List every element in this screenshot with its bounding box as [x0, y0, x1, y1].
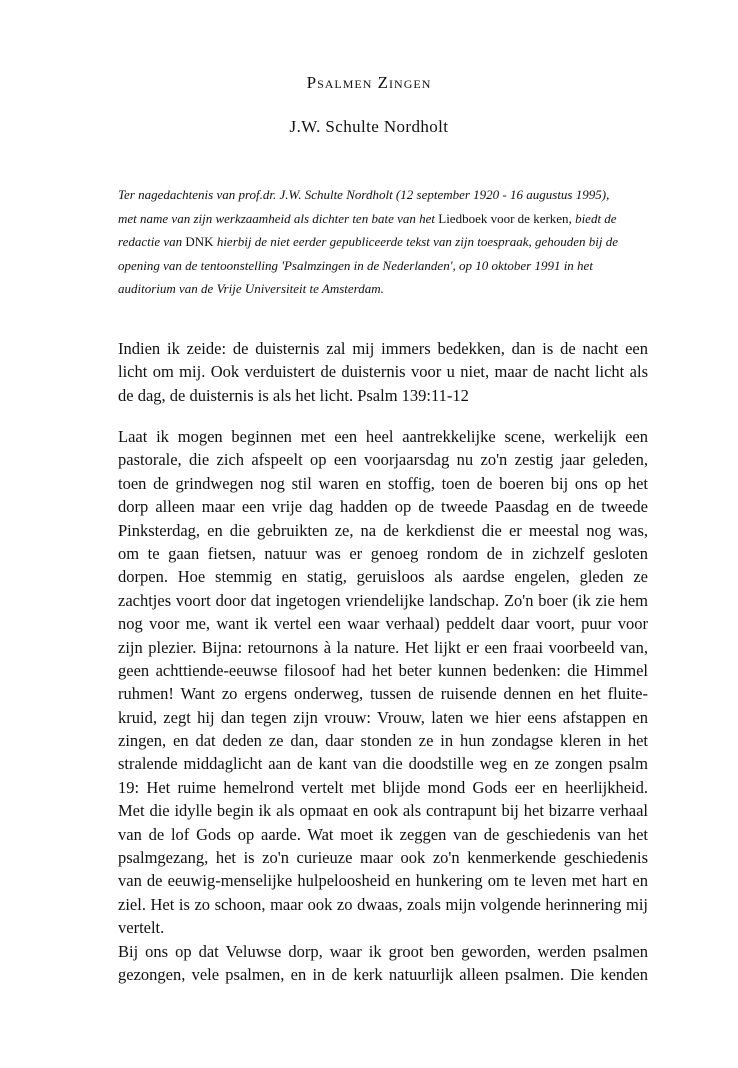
- text-line: van de eeuwig-menselijke hulpeloosheid en hunkering om te leven met hart en: [118, 871, 648, 891]
- text-line: psalmgezang, het is zo'n curieuze maar ook zo'n kenmerkende geschiedenis: [118, 848, 648, 868]
- text-line: zingen, en dat deden ze dan, daar stonden ze in hun zondagse kleren in het: [118, 731, 648, 751]
- journal-abbrev: DNK: [185, 234, 214, 249]
- text-line: om te gaan fietsen, natuur was er genoeg rondom de in zichzelf gesloten: [118, 543, 648, 563]
- text-line: dorp alleen maar een vrije dag hadden op de tweede Paasdag en de tweede: [118, 497, 648, 517]
- text-line: vertelt.: [118, 918, 165, 938]
- text-line: Pinksterdag, en die gebruikten ze, na de kerkdienst die er meestal nog was,: [118, 520, 648, 540]
- author-name: J.W. Schulte Nordholt: [289, 117, 449, 136]
- text-line: Laat ik mogen beginnen met een heel aantrekkelijke scene, werkelijk een: [118, 427, 648, 446]
- text-line: ziel. Het is zo schoon, maar ook zo dwaas, zoals mijn volgende herinnering mij: [118, 894, 648, 914]
- text-line: 19: Het ruime hemelrond vertelt met blijde mond Gods eer en heerlijkheid.: [118, 777, 648, 797]
- text-line: Met die idylle begin ik als opmaat en ook als contrapunt bij het bizarre verhaal: [118, 801, 648, 821]
- book-title: Liedboek voor de kerken: [438, 210, 569, 226]
- dedication-note: [118, 183, 648, 301]
- text-line: toen de grindwegen nog stil waren en stoffig, toen de boeren bij ons op het: [118, 473, 648, 493]
- text-line: geen achttiende-eeuwse filosoof had het beter kunnen bedenken: die Himmel: [118, 660, 648, 680]
- text-line: van de lof Gods op aarde. Wat moet ik zeggen van de geschiedenis van het: [118, 824, 648, 844]
- text-line: gezongen, vele psalmen, en in de kerk natuurlijk alleen psalmen. Die kenden: [118, 964, 648, 984]
- text-line: stralende middaglicht aan de kant van die doodstille weg en ze zongen psalm: [118, 754, 648, 774]
- quote-line: Indien ik zeide: de duisternis zal mij immers bedekken, dan is de nacht een: [118, 339, 648, 358]
- epigraph-quote: [118, 337, 648, 407]
- dedication-line: met name van zijn werkzaamheid als dichter ten bate van het Liedboek voor de kerken, biedt de: [118, 210, 617, 226]
- text-line: nog voor me, want ik vertel een waar verhaal) peddelt daar voort, puur voor: [118, 614, 648, 634]
- text-line: kruid, zegt hij dan tegen zijn vrouw: Vrouw, laten we hier eens afstappen en: [118, 707, 648, 727]
- text-line: zijn plezier. Bijna: retournons à la nature. Het lijkt er een fraai voorbeeld van,: [118, 637, 648, 657]
- text-line: pastorale, die zich afspeelt op een voorjaarsdag nu zo'n zestig jaar geleden,: [118, 450, 648, 470]
- dedication-line: opening van de tentoonstelling 'Psalmzingen in de Nederlanden', op 10 oktober 1991 in het: [118, 257, 593, 273]
- text-line: Bij ons op dat Veluwse dorp, waar ik groot ben geworden, werden psalmen: [118, 941, 648, 961]
- dedication-line: Ter nagedachtenis van prof.dr. J.W. Schulte Nordholt (12 september 1920 - 16 augustus 1995),: [118, 187, 610, 202]
- text-line: zachtjes voort door dat ingetogen vriendelijke landschap. Zo'n boer (ik zie hem: [118, 590, 648, 610]
- dedication-line: auditorium van de Vrije Universiteit te Amsterdam.: [118, 281, 384, 296]
- dedication-line: redactie van DNK hierbij de niet eerder gepubliceerde tekst van zijn toespraak, gehouden bij de: [118, 234, 619, 249]
- text-line: ruhmen! Want zo ergens onderweg, tussen de ruisende dennen en het fluite-: [118, 684, 648, 704]
- article-title: Psalmen Zingen: [306, 73, 432, 92]
- quote-line: de dag, de duisternis is als het licht. Psalm 139:11-12: [118, 385, 469, 405]
- text-line: dorpen. Hoe stemmig en statig, geruisloos als aardse engelen, gleden ze: [118, 567, 648, 587]
- body-text: [118, 425, 648, 986]
- quote-line: licht om mij. Ook verduistert de duisternis voor u niet, maar de nacht licht als: [118, 362, 648, 382]
